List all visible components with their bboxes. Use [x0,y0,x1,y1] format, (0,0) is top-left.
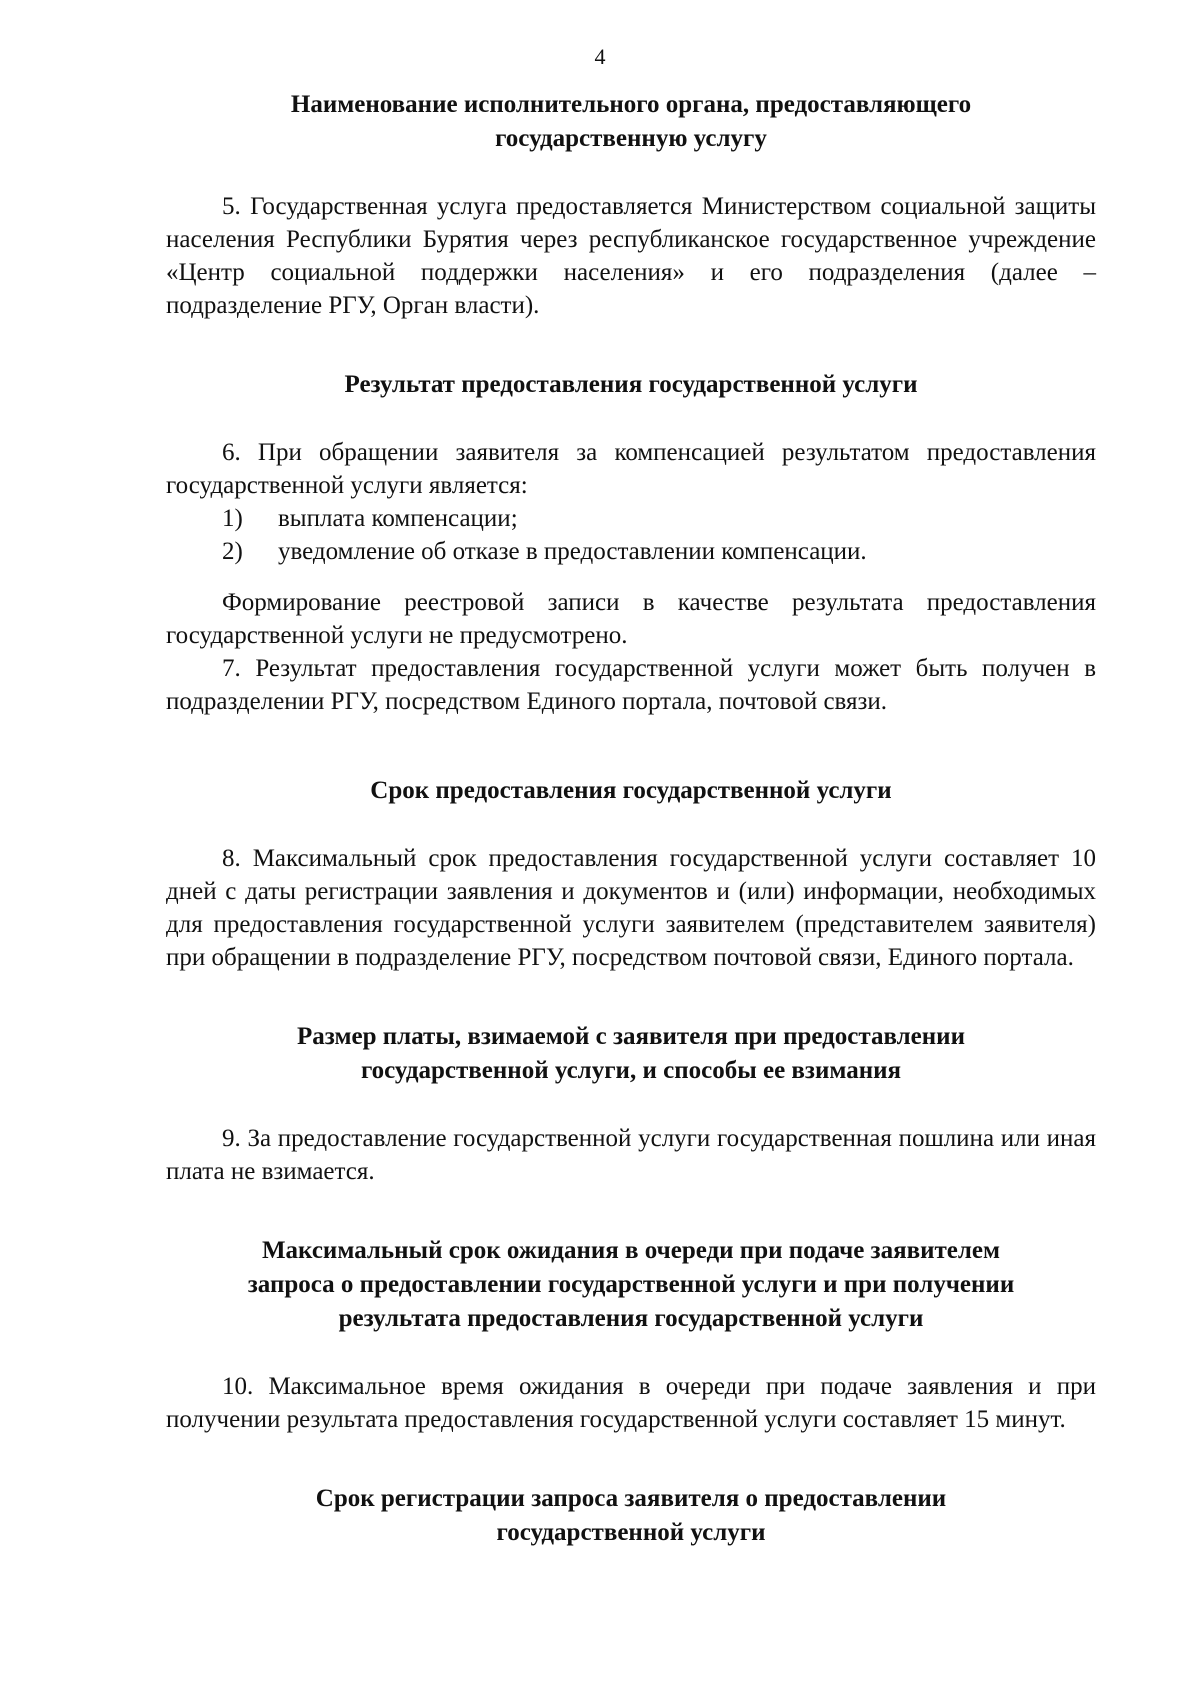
list-item-number: 2) [222,538,243,565]
paragraph-8: 8. Максимальный срок предоставления государственной услуги составляет 10 дней с даты регистрации заявления и документов и (или) информации, необходимых для предоставления государственной услуги заявителем (представителем заявителя) при обращении в подразделение РГУ, посредством почтовой связи, Единого портала. [166,845,1096,971]
paragraph-registry: Формирование реестровой записи в качестве результата предоставления государственной услуги не предусмотрено. [166,589,1096,649]
section-heading-registration [166,1482,1096,1550]
section-heading-queue [166,1234,1096,1336]
paragraph-5: 5. Государственная услуга предоставляется Министерством социальной защиты населения Республики Бурятия через республиканское государственное учреждение «Центр социальной поддержки населения» и его подразделения (далее – подразделение РГУ, Орган власти). [166,193,1096,319]
section-heading-fee [166,1020,1096,1088]
document-body [166,88,1096,1550]
heading-line: Максимальный срок ожидания в очереди при подаче заявителем [261,1237,1001,1264]
heading-line: запроса о предоставлении государственной услуги и при получении [247,1271,1015,1298]
list-item-number: 1) [222,505,243,532]
list-item-text: выплата компенсации; [278,505,518,532]
section-heading-executive-body [166,88,1096,156]
heading-line: результата предоставления государственной услуги [338,1305,924,1332]
list-item [166,535,1096,568]
heading-line: государственной услуги, и способы ее взимания [360,1057,902,1084]
section-heading-result: Результат предоставления государственной услуги [344,371,918,398]
heading-line: Наименование исполнительного органа, предоставляющего [290,91,972,118]
paragraph-10: 10. Максимальное время ожидания в очереди при подаче заявления и при получении результата предоставления государственной услуги составляет 15 минут. [166,1373,1096,1433]
heading-line: государственной услуги [496,1519,766,1546]
list-item [166,502,1096,535]
paragraph-7: 7. Результат предоставления государственной услуги может быть получен в подразделении РГУ, посредством Единого портала, почтовой связи. [166,655,1096,715]
section-heading-term: Срок предоставления государственной услуги [370,777,892,804]
paragraph-6: 6. При обращении заявителя за компенсацией результатом предоставления государственной услуги является: [166,439,1096,499]
paragraph-9: 9. За предоставление государственной услуги государственная пошлина или иная плата не взимается. [166,1125,1096,1185]
heading-line: государственную услугу [495,125,767,152]
list-item-text: уведомление об отказе в предоставлении компенсации. [278,538,867,565]
heading-line: Размер платы, взимаемой с заявителя при предоставлении [297,1023,965,1050]
heading-line: Срок регистрации запроса заявителя о предоставлении [315,1485,947,1512]
page-number: 4 [594,44,606,69]
